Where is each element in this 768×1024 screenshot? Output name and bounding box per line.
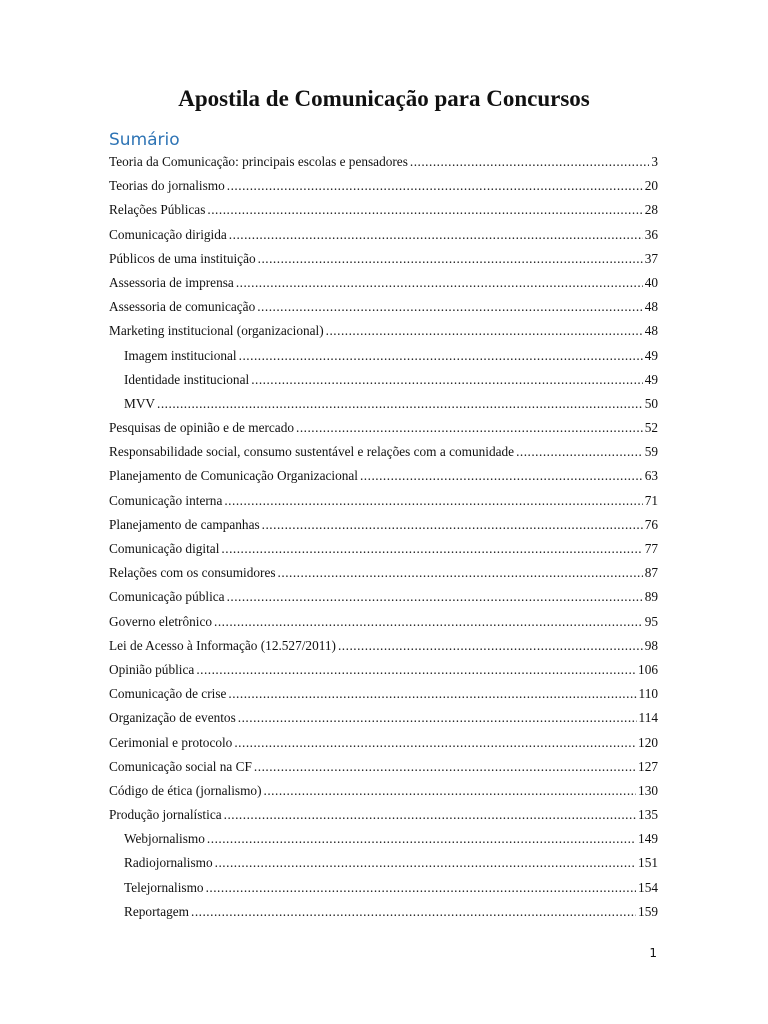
toc-entry-page-number: 48: [644, 323, 658, 339]
toc-entry-page-number: 71: [644, 492, 658, 508]
toc-entry[interactable]: [109, 466, 658, 490]
toc-entry[interactable]: [109, 660, 658, 684]
toc-entry[interactable]: [109, 515, 658, 539]
toc-dot-leader: [207, 829, 636, 849]
toc-entry-page-number: 154: [638, 879, 658, 895]
toc-entry-label: MVV: [124, 395, 156, 411]
toc-entry-label: Comunicação digital: [109, 541, 220, 556]
toc-entry[interactable]: [109, 587, 658, 611]
toc-entry-page-number: 76: [644, 516, 658, 532]
toc-entry[interactable]: [109, 346, 658, 370]
toc-entry[interactable]: [109, 853, 658, 877]
toc-dot-leader: [238, 708, 637, 728]
toc-entry-page-number: 52: [644, 420, 658, 436]
toc-entry[interactable]: [109, 321, 658, 345]
toc-entry-page-number: 95: [644, 613, 658, 629]
toc-dot-leader: [254, 757, 636, 777]
toc-entry[interactable]: [109, 878, 658, 902]
toc-entry-page-number: 130: [638, 782, 658, 798]
toc-entry-label: Código de ética (jornalismo): [109, 782, 262, 798]
toc-dot-leader: [326, 321, 643, 341]
toc-entry-page-number: 28: [644, 202, 658, 218]
toc-entry[interactable]: [109, 612, 658, 636]
toc-entry-label: Pesquisas de opinião e de mercado: [109, 420, 294, 436]
toc-dot-leader: [251, 370, 643, 390]
toc-dot-leader: [360, 466, 643, 486]
toc-entry-label: Imagem institucional: [124, 347, 237, 363]
toc-entry[interactable]: [109, 805, 658, 829]
toc-entry-page-number: 110: [638, 686, 658, 702]
toc-entry-page-number: 106: [638, 661, 658, 677]
toc-entry[interactable]: [109, 902, 658, 926]
toc-entry[interactable]: [109, 708, 658, 732]
page-number: 1: [649, 946, 657, 960]
toc-dot-leader: [236, 273, 643, 293]
toc-entry[interactable]: [109, 249, 658, 273]
toc-dot-leader: [234, 733, 636, 753]
toc-entry-label: Governo eletrônico: [109, 613, 213, 629]
toc-entry-page-number: 77: [644, 541, 658, 556]
toc-dot-leader: [227, 587, 643, 607]
toc-entry[interactable]: [109, 394, 658, 418]
toc-dot-leader: [239, 346, 643, 366]
toc-entry-label: Relações Públicas: [109, 202, 206, 218]
toc-dot-leader: [257, 297, 642, 317]
toc-entry[interactable]: [109, 733, 658, 757]
toc-entry[interactable]: [109, 370, 658, 394]
toc-dot-leader: [215, 853, 636, 873]
toc-entry[interactable]: [109, 563, 658, 587]
toc-dot-leader: [157, 394, 643, 414]
toc-entry-label: Produção jornalística: [109, 807, 222, 823]
toc-entry[interactable]: [109, 273, 658, 297]
toc-entry-label: Relações com os consumidores: [109, 565, 276, 581]
toc-entry-page-number: 149: [638, 831, 658, 847]
toc-entry[interactable]: [109, 225, 658, 249]
toc-entry[interactable]: [109, 152, 658, 176]
toc-entry-label: Lei de Acesso à Informação (12.527/2011): [109, 637, 336, 653]
toc-entry-label: Comunicação pública: [109, 589, 225, 605]
toc-entry-label: Webjornalismo: [124, 831, 205, 847]
toc-heading: Sumário: [109, 130, 180, 150]
toc-entry-page-number: 127: [638, 758, 658, 774]
toc-entry-label: Planejamento de campanhas: [109, 516, 260, 532]
toc-entry[interactable]: [109, 200, 658, 224]
toc-entry-label: Marketing institucional (organizacional): [109, 323, 324, 339]
toc-entry-label: Identidade institucional: [124, 371, 250, 387]
toc-entry-label: Comunicação social na CF: [109, 758, 252, 774]
toc-entry-page-number: 159: [638, 903, 658, 919]
toc-dot-leader: [338, 636, 643, 656]
toc-entry-label: Comunicação de crise: [109, 686, 227, 702]
toc-entry-label: Reportagem: [124, 903, 189, 919]
toc-entry-page-number: 87: [644, 565, 658, 581]
document-title: Apostila de Comunicação para Concursos: [178, 86, 590, 111]
toc-entry-label: Teorias do jornalismo: [109, 178, 225, 194]
toc-entry-page-number: 50: [644, 395, 658, 411]
toc-entry[interactable]: [109, 418, 658, 442]
toc-entry-page-number: 120: [638, 734, 658, 750]
toc-entry-page-number: 49: [644, 347, 658, 363]
toc-dot-leader: [264, 781, 637, 801]
toc-dot-leader: [410, 152, 649, 172]
toc-entry-page-number: 114: [638, 710, 658, 726]
toc-entry-label: Cerimonial e protocolo: [109, 734, 233, 750]
toc-entry-page-number: 37: [644, 250, 658, 266]
toc-dot-leader: [221, 539, 642, 559]
toc-dot-leader: [296, 418, 643, 438]
toc-entry-label: Comunicação dirigida: [109, 226, 227, 242]
toc-entry[interactable]: [109, 781, 658, 805]
toc-entry-label: Radiojornalismo: [124, 855, 213, 871]
toc-entry-page-number: 135: [638, 807, 658, 823]
toc-dot-leader: [224, 491, 642, 511]
toc-entry-page-number: 59: [644, 444, 658, 460]
toc-entry[interactable]: [109, 757, 658, 781]
toc-entry-label: Telejornalismo: [124, 879, 204, 895]
toc-dot-leader: [207, 200, 642, 220]
toc-dot-leader: [516, 442, 643, 462]
toc-entry[interactable]: [109, 539, 658, 563]
toc-entry[interactable]: [109, 442, 658, 466]
toc-entry-page-number: 20: [644, 178, 658, 194]
toc-entry[interactable]: [109, 176, 658, 200]
toc-dot-leader: [228, 684, 636, 704]
toc-dot-leader: [191, 902, 636, 922]
toc-dot-leader: [224, 805, 636, 825]
toc-entry-page-number: 48: [644, 299, 658, 315]
toc-dot-leader: [278, 563, 643, 583]
toc-entry-page-number: 3: [651, 154, 658, 169]
toc-dot-leader: [196, 660, 636, 680]
toc-entry-label: Responsabilidade social, consumo sustentável e relações com a comunidade: [109, 444, 515, 460]
toc-dot-leader: [262, 515, 643, 535]
toc-dot-leader: [227, 176, 643, 196]
toc-entry-label: Assessoria de comunicação: [109, 299, 256, 315]
toc-dot-leader: [214, 612, 643, 632]
toc-entry-page-number: 63: [644, 468, 658, 484]
toc-entry-page-number: 98: [644, 637, 658, 653]
toc-entry-label: Opinião pública: [109, 661, 195, 677]
toc-entry[interactable]: [109, 491, 658, 515]
toc-dot-leader: [206, 878, 636, 898]
toc-dot-leader: [258, 249, 643, 269]
toc-entry-page-number: 151: [638, 855, 658, 871]
toc-entry[interactable]: [109, 636, 658, 660]
table-of-contents: [109, 152, 658, 926]
toc-entry-label: Planejamento de Comunicação Organizacional: [109, 468, 358, 484]
toc-entry-page-number: 40: [644, 274, 658, 290]
toc-dot-leader: [229, 225, 643, 245]
toc-entry-label: Assessoria de imprensa: [109, 274, 234, 290]
toc-entry[interactable]: [109, 297, 658, 321]
toc-entry[interactable]: [109, 684, 658, 708]
toc-entry-label: Públicos de uma instituição: [109, 250, 256, 266]
toc-entry-label: Comunicação interna: [109, 492, 223, 508]
toc-entry-page-number: 36: [644, 226, 658, 242]
toc-entry-page-number: 49: [644, 371, 658, 387]
toc-entry-label: Organização de eventos: [109, 710, 236, 726]
toc-entry-page-number: 89: [644, 589, 658, 605]
toc-entry-label: Teoria da Comunicação: principais escolas e pensadores: [109, 154, 408, 169]
toc-entry[interactable]: [109, 829, 658, 853]
